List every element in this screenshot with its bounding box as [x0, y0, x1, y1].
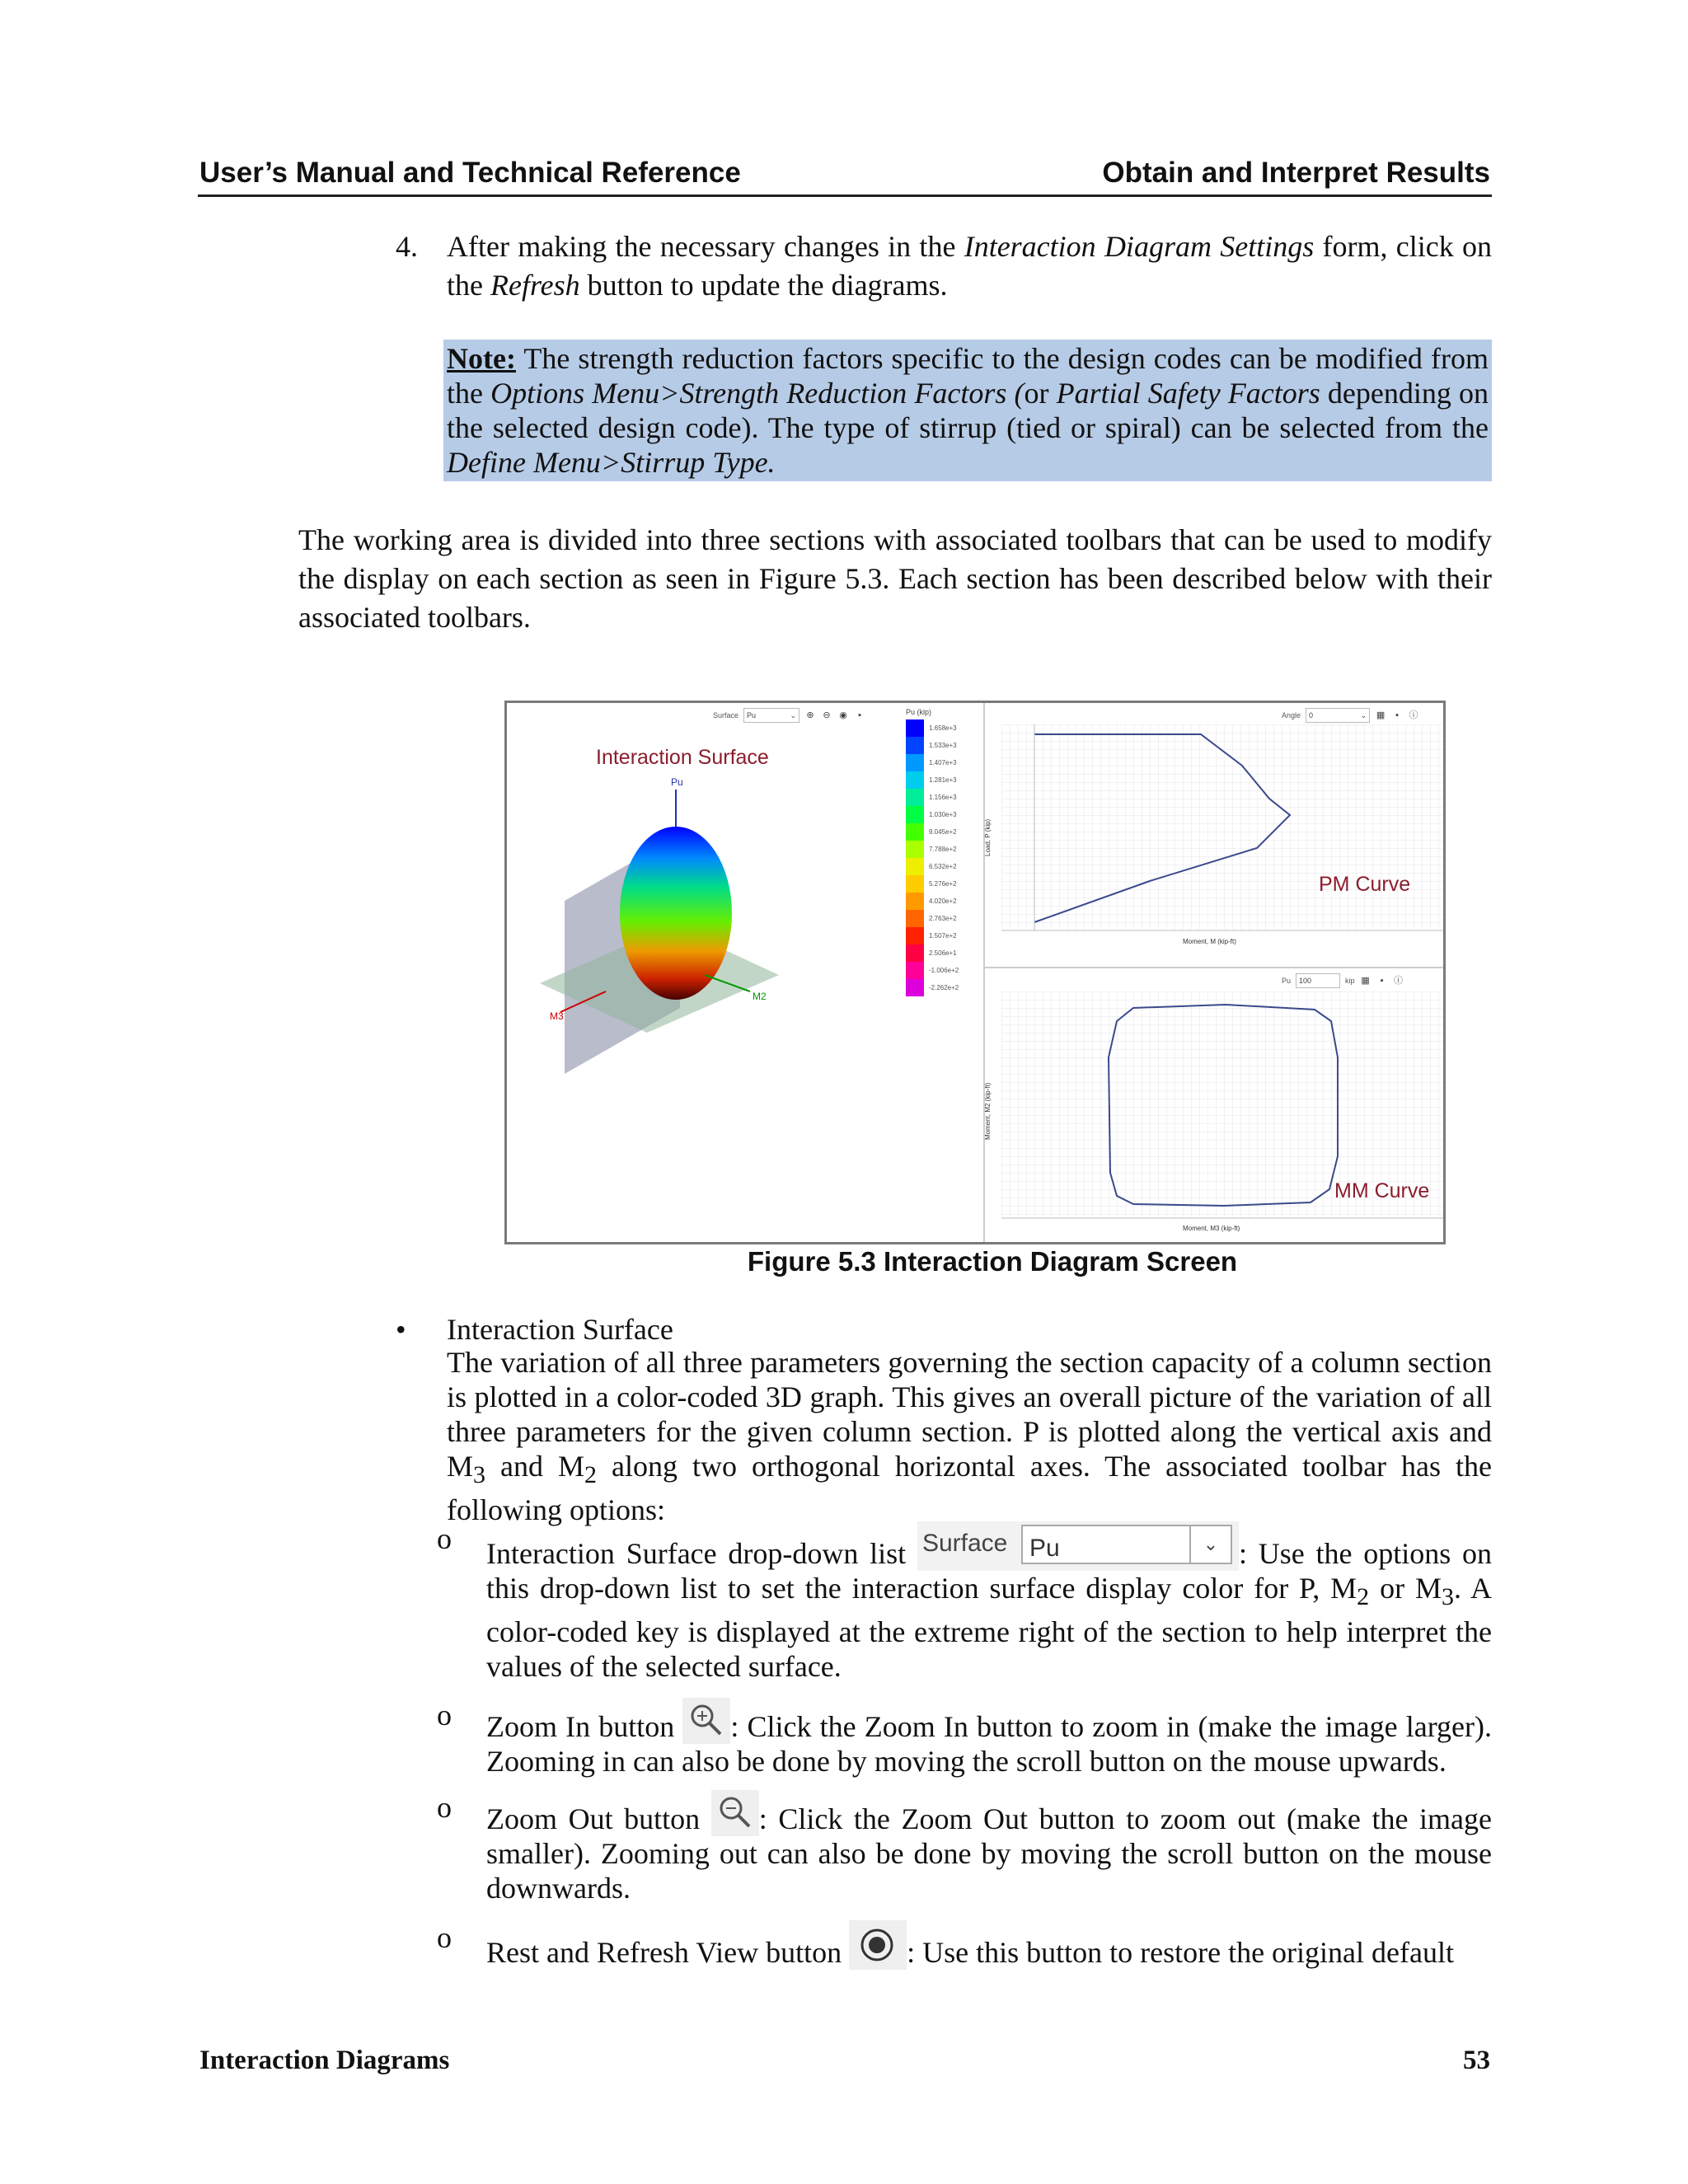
zoom-in-icon[interactable]: ⊕	[806, 710, 814, 720]
header-section: Obtain and Interpret Results	[1102, 157, 1490, 189]
legend-label: 1.156e+3	[929, 794, 957, 801]
legend-swatch	[906, 771, 924, 789]
text-run: Options Menu>Strength Reduction Factors (	[490, 377, 1025, 410]
legend-item	[906, 875, 980, 893]
zoom-in-icon[interactable]	[682, 1698, 730, 1744]
surface-3d-plot	[550, 776, 812, 1057]
text-run: depending on the selected design code). The type of stirrup (tied or spiral) can be selected from the	[447, 377, 1489, 444]
bullet-dot: •	[396, 1313, 406, 1346]
save-icon[interactable]: ▪	[1380, 976, 1384, 986]
text-run: Zoom Out button	[486, 1802, 711, 1835]
option-text	[486, 1920, 1492, 1970]
legend-swatch	[906, 910, 924, 927]
surface-dropdown[interactable]	[743, 708, 799, 723]
legend-title: Pu (kip)	[906, 708, 932, 716]
sub-bullet: o	[437, 1791, 452, 1824]
legend-label: 1.533e+3	[929, 742, 957, 749]
sub-bullet: o	[437, 1921, 452, 1954]
reset-view-icon[interactable]: ◉	[839, 710, 847, 720]
angle-value: 0	[1309, 711, 1314, 719]
pm-title: PM Curve	[1319, 873, 1411, 896]
reset-view-icon[interactable]	[849, 1920, 907, 1970]
note-label: Note:	[447, 342, 516, 375]
legend-label: 2.763e+2	[929, 915, 957, 922]
text-run: Interaction Diagram Settings	[964, 230, 1315, 263]
figure-caption: Figure 5.3 Interaction Diagram Screen	[747, 1246, 1238, 1277]
angle-dropdown[interactable]	[1306, 708, 1370, 723]
text-run: : Use the options on this drop-down list to set the interaction surface display color for P, M	[486, 1537, 1493, 1605]
bullet-body	[447, 1345, 1492, 1527]
legend-swatch	[906, 962, 924, 979]
subscript: 2	[1357, 1583, 1370, 1611]
pm-x-label: Moment, M (kip-ft)	[1183, 938, 1236, 945]
legend-swatch	[906, 979, 924, 996]
legend-item	[906, 806, 980, 823]
legend-swatch	[906, 789, 924, 806]
legend-label: 1.658e+3	[929, 724, 957, 732]
text-run: : Click the Zoom In button to zoom in (make the image larger). Zooming in can also be done by moving the scroll button on the mouse upwards.	[486, 1710, 1493, 1778]
legend-swatch	[906, 823, 924, 841]
sub-bullet: o	[437, 1699, 452, 1732]
legend-swatch	[906, 737, 924, 754]
interaction-surface	[620, 827, 732, 1000]
surface-label: Surface	[921, 1530, 1008, 1557]
legend-item	[906, 789, 980, 806]
legend-swatch	[906, 875, 924, 893]
chevron-down-icon: ⌄	[790, 711, 797, 719]
text-run: or M	[1369, 1572, 1442, 1605]
footer-chapter: Interaction Diagrams	[199, 2046, 450, 2075]
text-run: along two orthogonal horizontal axes. The associated toolbar has the following options:	[447, 1450, 1492, 1527]
axis-m3-label: M3	[550, 1010, 564, 1022]
info-icon[interactable]: ⓘ	[1409, 710, 1418, 720]
angle-label: Angle	[1282, 711, 1301, 719]
subscript: 3	[473, 1461, 486, 1489]
header-title: User’s Manual and Technical Reference	[199, 157, 741, 189]
legend-label: 1.281e+3	[929, 776, 957, 784]
chevron-down-icon: ⌄	[1360, 711, 1367, 719]
surface-label: Surface	[713, 711, 739, 719]
intro-paragraph: The working area is divided into three sections with associated toolbars that can be used to modify the display on each section as seen in Figure 5.3. Each section has been described below with their associated toolbars.	[298, 523, 1492, 634]
text-run: . A color-coded key is displayed at the extreme right of the section to help interpret the values of the selected surface.	[486, 1572, 1493, 1684]
text-run: : Click the Zoom Out button to zoom out (make the image smaller). Zooming out can also be done by moving the scroll button on the mouse downwards.	[486, 1802, 1492, 1905]
sub-bullet: o	[437, 1522, 452, 1555]
legend-swatch	[906, 719, 924, 737]
mm-x-label: Moment, M3 (kip-ft)	[1183, 1225, 1240, 1232]
surface-toolbar	[713, 706, 865, 724]
pm-toolbar	[1282, 706, 1419, 724]
page-number: 53	[1463, 2046, 1490, 2075]
pu-input[interactable]: 100	[1296, 973, 1340, 988]
option-text	[486, 1790, 1492, 1905]
legend-item	[906, 927, 980, 944]
step-number: 4.	[396, 230, 418, 263]
save-icon[interactable]: ▪	[858, 710, 861, 720]
text-run: Zoom In button	[486, 1710, 683, 1743]
text-run: form, click on the	[447, 230, 1492, 302]
subscript: 3	[1442, 1583, 1455, 1611]
legend-item	[906, 737, 980, 754]
surface-title: Interaction Surface	[596, 746, 769, 769]
pm-curve-plot	[985, 724, 1443, 972]
legend-item	[906, 719, 980, 737]
legend-swatch	[906, 841, 924, 858]
zoom-out-icon[interactable]: ⊖	[823, 710, 831, 720]
pu-unit: kip	[1345, 977, 1355, 985]
legend-item	[906, 823, 980, 841]
text-run: After making the necessary changes in the	[447, 230, 964, 263]
text-run: or	[1024, 377, 1057, 410]
legend-item	[906, 910, 980, 927]
legend-label: 1.030e+3	[929, 811, 957, 818]
text-run: : Use this button to restore the original default	[907, 1936, 1454, 1969]
plot-grid	[1001, 724, 1443, 930]
legend-item	[906, 754, 980, 771]
text-run: The strength reduction factors specific to the design codes can be modified from the	[447, 342, 1489, 410]
axis-m2-label: M2	[753, 991, 767, 1002]
bullet-heading: Interaction Surface	[447, 1313, 673, 1346]
surface-value: Pu	[747, 711, 757, 719]
mm-y-label: Moment, M2 (kip-ft)	[984, 1082, 992, 1140]
option-text	[486, 1698, 1492, 1779]
legend-item	[906, 893, 980, 910]
table-icon[interactable]: ▦	[1361, 976, 1370, 986]
legend-swatch	[906, 754, 924, 771]
legend-item	[906, 962, 980, 979]
legend-swatch	[906, 944, 924, 962]
mm-toolbar	[1282, 972, 1404, 990]
legend-item	[906, 944, 980, 962]
legend-rows	[906, 719, 980, 996]
chevron-down-icon: ⌄	[1189, 1526, 1231, 1563]
legend-item	[906, 771, 980, 789]
legend-label: -1.006e+2	[929, 967, 959, 974]
zoom-out-icon[interactable]	[711, 1790, 759, 1836]
legend-label: 5.276e+2	[929, 880, 957, 888]
text-run: Rest and Refresh View button	[486, 1936, 850, 1969]
surface-value: Pu	[1029, 1535, 1060, 1562]
legend-label: 7.788e+2	[929, 846, 957, 853]
running-header	[198, 157, 1492, 197]
text-run: Interaction Surface drop-down list	[486, 1537, 917, 1570]
surface-dropdown-sample[interactable]	[917, 1521, 1239, 1571]
subscript: 2	[584, 1461, 597, 1489]
legend-swatch	[906, 858, 924, 875]
mm-title: MM Curve	[1334, 1179, 1430, 1202]
text-run: button to update the diagrams.	[579, 269, 948, 302]
legend-label: 2.506e+1	[929, 949, 957, 957]
step-text	[447, 227, 1492, 305]
legend-item	[906, 841, 980, 858]
legend-label: 9.045e+2	[929, 828, 957, 836]
color-legend	[906, 708, 980, 996]
legend-label: -2.262e+2	[929, 984, 959, 991]
legend-label: 1.407e+3	[929, 759, 957, 766]
text-run: The variation of all three parameters governing the section capacity of a column section is plotted in a color-coded 3D graph. This gives an overall picture of the variation of all three parameters for the given column section. P is plotted along the vertical axis and M	[447, 1346, 1492, 1483]
legend-item	[906, 858, 980, 875]
interaction-diagram-figure	[504, 701, 1446, 1244]
pm-y-label: Load, P (kip)	[984, 818, 992, 856]
text-run: Partial Safety Factors	[1056, 377, 1320, 410]
axis-pu-label: Pu	[671, 776, 683, 788]
option-text	[486, 1521, 1492, 1684]
surface-field	[1021, 1525, 1232, 1564]
legend-label: 6.532e+2	[929, 863, 957, 870]
table-icon[interactable]: ▦	[1376, 710, 1386, 720]
text-run: Define Menu>Stirrup Type.	[447, 446, 776, 479]
text-run: Refresh	[490, 269, 580, 302]
legend-swatch	[906, 806, 924, 823]
legend-label: 1.507e+2	[929, 932, 957, 940]
save-icon[interactable]: ▪	[1395, 710, 1399, 720]
legend-item	[906, 979, 980, 996]
pu-label: Pu	[1282, 977, 1292, 985]
legend-swatch	[906, 893, 924, 910]
text-run: and M	[485, 1450, 584, 1483]
legend-swatch	[906, 927, 924, 944]
info-icon[interactable]: ⓘ	[1394, 976, 1404, 986]
note-box	[443, 340, 1492, 481]
legend-label: 4.020e+2	[929, 898, 957, 905]
